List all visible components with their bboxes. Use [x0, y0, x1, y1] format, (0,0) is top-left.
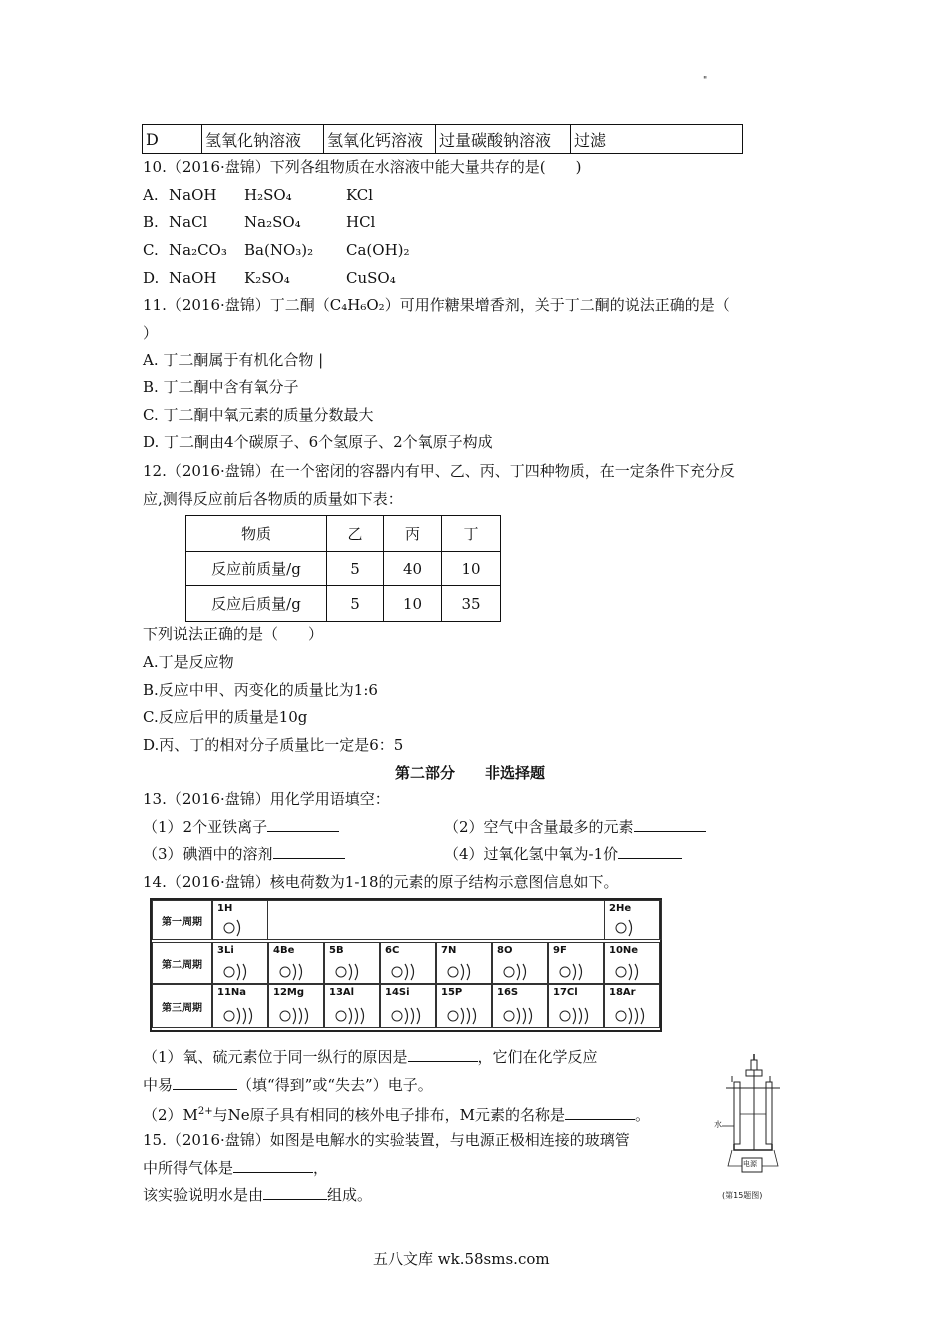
element-symbol: 16S [497, 987, 519, 998]
table-cell: 过量碳酸钠溶液 [436, 125, 571, 154]
q14-stem: 14.（2016·盘锦）核电荷数为1-18的元素的原子结构示意图信息如下。 [143, 873, 619, 891]
element-cell [324, 984, 380, 1028]
atom-structure-icon [555, 961, 601, 983]
item-text: （填“得到”或“失去”）电子。 [237, 1076, 433, 1094]
q12-stem: 12.（2016·盘锦）在一个密闭的容器内有甲、乙、丙、丁四种物质，在一定条件下充分反 [143, 462, 735, 480]
atom-structure-icon [611, 917, 657, 939]
q10-option-d [143, 268, 396, 288]
element-symbol: 3Li [217, 945, 234, 956]
element-symbol: 1H [217, 903, 233, 914]
option-label: D. [143, 269, 160, 287]
q11-option-c: C. 丁二酮中氧元素的质量分数最大 [143, 406, 374, 424]
table-cell: 氢氧化钠溶液 [202, 125, 324, 154]
item-text: （2）M [143, 1106, 198, 1124]
element-cell [324, 942, 380, 984]
period-label: 第一周期 [152, 900, 212, 940]
element-symbol: 7N [441, 945, 457, 956]
formula: Na₂SO₄ [244, 213, 301, 231]
element-cell [268, 984, 324, 1028]
item-text: ，它们在化学反应 [477, 1048, 598, 1066]
atom-structure-icon [331, 1005, 377, 1027]
element-cell [604, 984, 660, 1028]
atom-structure-icon [499, 961, 545, 983]
element-symbol: 12Mg [273, 987, 305, 998]
table-row [186, 586, 501, 622]
answer-blank[interactable] [408, 1047, 478, 1062]
table-header: 丁 [442, 516, 501, 552]
answer-blank[interactable] [273, 844, 345, 859]
element-cell [212, 900, 268, 940]
element-cell [212, 942, 268, 984]
element-cell [548, 942, 604, 984]
periodic-table-figure [150, 898, 662, 1032]
q14-sub2 [143, 1102, 650, 1125]
period-label: 第三周期 [152, 984, 212, 1028]
atom-structure-icon [331, 961, 377, 983]
atom-structure-icon [275, 961, 321, 983]
figure-caption: (第15题图) [722, 1191, 763, 1200]
element-cell [604, 942, 660, 984]
table-cell: 反应后质量/g [186, 586, 327, 622]
formula: NaCl [169, 213, 208, 231]
element-cell [268, 942, 324, 984]
element-cell [380, 942, 436, 984]
table-cell: 氢氧化钙溶液 [324, 125, 436, 154]
formula: HCl [346, 213, 376, 231]
item-text: （4）过氧化氢中氧为-1价 [444, 845, 619, 863]
element-symbol: 9F [553, 945, 567, 956]
table-cell: 40 [384, 552, 442, 586]
table-header: 丙 [384, 516, 442, 552]
section-heading: 第二部分 非选择题 [395, 764, 546, 782]
q10-option-c [143, 240, 410, 260]
option-label: A. [143, 186, 159, 204]
answer-blank[interactable] [634, 817, 706, 832]
q11-stem-end: ） [143, 324, 159, 342]
element-symbol: 17Cl [553, 987, 578, 998]
formula: NaOH [169, 269, 217, 287]
q12-stem-2: 应,测得反应前后各物质的质量如下表： [143, 490, 403, 508]
table-cell: 5 [327, 552, 384, 586]
element-symbol: 11Na [217, 987, 247, 998]
formula: H₂SO₄ [244, 186, 292, 204]
table-cell: 35 [442, 586, 501, 622]
item-text: 。 [635, 1106, 651, 1124]
q12-option-d: D.丙、丁的相对分子质量比一定是6：5 [143, 736, 404, 754]
atom-structure-icon [387, 1005, 433, 1027]
table-cell: 过滤 [571, 125, 743, 154]
q14-sub1-cont [143, 1075, 433, 1095]
atom-structure-icon [219, 961, 265, 983]
element-symbol: 6C [385, 945, 400, 956]
q12-option-c: C.反应后甲的质量是10g [143, 708, 308, 726]
answer-blank[interactable] [618, 844, 682, 859]
atom-structure-icon [219, 917, 265, 939]
q14-sub1 [143, 1047, 598, 1067]
q13-item-3 [143, 844, 345, 864]
option-label: C. [143, 241, 159, 259]
q11-option-b: B. 丁二酮中含有氧分子 [143, 378, 299, 396]
q12-option-b: B.反应中甲、丙变化的质量比为1:6 [143, 681, 378, 699]
item-text: 中所得气体是 [143, 1159, 234, 1177]
element-cell [548, 984, 604, 1028]
q13-stem: 13.（2016·盘锦）用化学用语填空： [143, 790, 390, 808]
power-label: 电源 [743, 1160, 757, 1168]
q13-item-2 [444, 817, 706, 837]
element-symbol: 18Ar [609, 987, 636, 998]
element-cell [604, 900, 660, 940]
formula: CuSO₄ [346, 269, 396, 287]
element-cell [492, 984, 548, 1028]
atom-structure-icon [387, 961, 433, 983]
element-cell [212, 984, 268, 1028]
q10-option-b [143, 212, 376, 232]
atom-structure-icon [275, 1005, 321, 1027]
element-symbol: 2He [609, 903, 632, 914]
table-cell: 10 [442, 552, 501, 586]
answer-blank[interactable] [173, 1075, 237, 1090]
mass-table [185, 515, 501, 622]
atom-structure-icon [499, 1005, 545, 1027]
element-symbol: 4Be [273, 945, 295, 956]
table-row [186, 552, 501, 586]
item-text: （3）碘酒中的溶剂 [143, 845, 273, 863]
item-text: （2）空气中含量最多的元素 [444, 818, 634, 836]
element-symbol: 13Al [329, 987, 355, 998]
q13-item-4 [444, 844, 682, 864]
q10-stem: 10.（2016·盘锦）下列各组物质在水溶液中能大量共存的是( ) [143, 158, 582, 176]
period-1-row [212, 900, 662, 940]
q10-option-a [143, 185, 374, 205]
item-text: （1）氧、硫元素位于同一纵行的原因是 [143, 1048, 408, 1066]
element-symbol: 14Si [385, 987, 410, 998]
table-header: 乙 [327, 516, 384, 552]
formula: K₂SO₄ [244, 269, 290, 287]
water-label: 水 [714, 1120, 722, 1129]
formula: NaOH [169, 186, 217, 204]
option-d-table [142, 124, 743, 154]
q12-option-a: A.丁是反应物 [143, 653, 234, 671]
answer-blank[interactable] [233, 1158, 313, 1173]
answer-blank[interactable] [267, 817, 339, 832]
item-text: 组成。 [327, 1186, 373, 1204]
table-cell: 10 [384, 586, 442, 622]
q13-item-1 [143, 817, 339, 837]
q15-line-3 [143, 1185, 372, 1205]
atom-structure-icon [611, 961, 657, 983]
table-header: 物质 [186, 516, 327, 552]
item-text: 中易 [143, 1076, 174, 1094]
atom-structure-icon [443, 961, 489, 983]
formula: KCl [346, 186, 374, 204]
element-symbol: 8O [497, 945, 513, 956]
header-mark: " [703, 76, 708, 86]
element-cell [492, 942, 548, 984]
element-cell [380, 984, 436, 1028]
item-text: 与Ne原子具有相同的核外电子排布，M元素的名称是 [212, 1106, 566, 1124]
formula: Ca(OH)₂ [346, 241, 410, 259]
element-symbol: 15P [441, 987, 463, 998]
formula: Na₂CO₃ [169, 241, 227, 259]
element-cell [436, 942, 492, 984]
q11-stem: 11.（2016·盘锦）丁二酮（C₄H₆O₂）可用作糖果增香剂，关于丁二酮的说法正确的是（ [143, 296, 730, 314]
period-label: 第二周期 [152, 942, 212, 984]
electrolysis-figure [714, 1054, 788, 1204]
answer-blank[interactable] [263, 1185, 327, 1200]
q11-option-a: A. 丁二酮属于有机化合物 | [143, 351, 324, 369]
item-text: ， [313, 1159, 329, 1177]
table-cell: 5 [327, 586, 384, 622]
atom-structure-icon [611, 1005, 657, 1027]
answer-blank[interactable] [565, 1105, 635, 1120]
q12-prompt: 下列说法正确的是（ ） [143, 625, 324, 643]
atom-structure-icon [219, 1005, 265, 1027]
q15-stem: 15.（2016·盘锦）如图是电解水的实验装置，与电源正极相连接的玻璃管 [143, 1131, 630, 1149]
element-symbol: 5B [329, 945, 344, 956]
atom-structure-icon [555, 1005, 601, 1027]
q11-option-d: D. 丁二酮由4个碳原子、6个氢原子、2个氧原子构成 [143, 433, 493, 451]
option-label: B. [143, 213, 159, 231]
table-cell: 反应前质量/g [186, 552, 327, 586]
element-cell [436, 984, 492, 1028]
atom-structure-icon [443, 1005, 489, 1027]
element-symbol: 10Ne [609, 945, 639, 956]
charge-superscript: 2+ [197, 1106, 213, 1117]
footer-watermark: 五八文库 wk.58sms.com [373, 1250, 550, 1268]
table-cell: D [143, 125, 202, 154]
q15-line-2 [143, 1158, 328, 1178]
formula: Ba(NO₃)₂ [244, 241, 314, 259]
item-text: 该实验说明水是由 [143, 1186, 264, 1204]
item-text: （1）2个亚铁离子 [143, 818, 268, 836]
